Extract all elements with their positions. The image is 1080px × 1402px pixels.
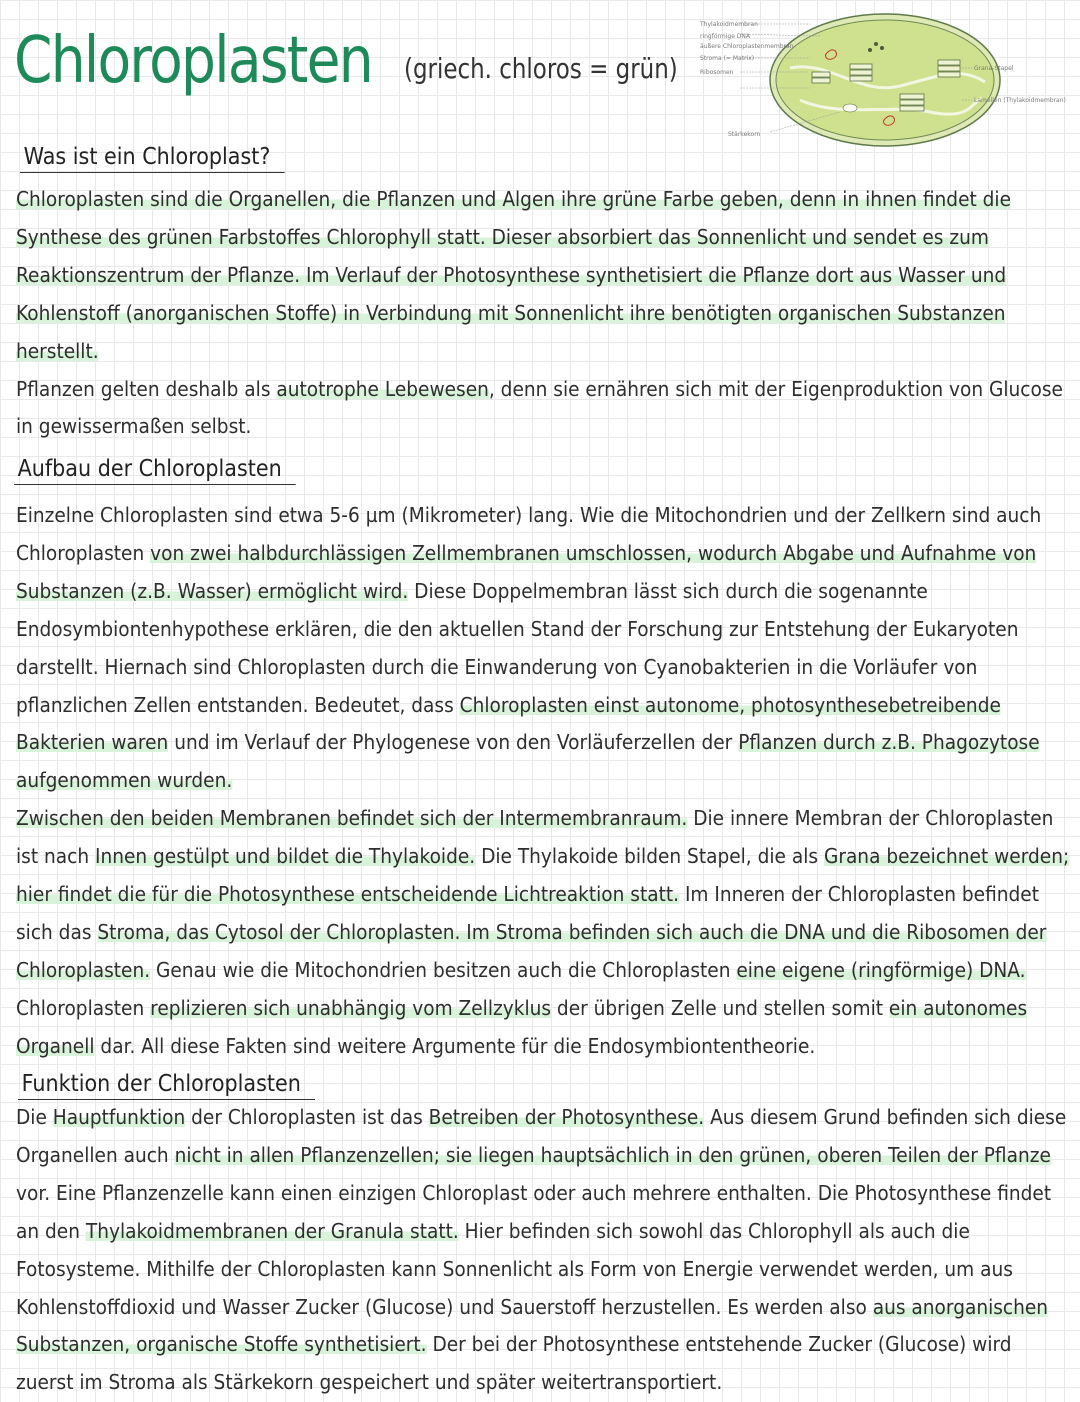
paragraph <box>16 1099 1075 1402</box>
text-span: Genau wie die Mitochondrien besitzen auch die Chloroplasten <box>150 957 737 982</box>
heading-funktion-der-chloroplasten: Funktion der Chloroplasten <box>18 1071 315 1100</box>
page-subtitle: (griech. chloros = grün) <box>404 52 678 85</box>
inner-membrane <box>776 20 994 140</box>
text-span: Chloroplasten <box>16 995 151 1020</box>
text-span: Die Thylakoide bilden Stapel, die als <box>475 844 824 869</box>
starch-grain <box>843 104 857 112</box>
text-span: vor. Eine Pflanzenzelle kann einen einzigen Chloroplast oder auch mehrere enthalten. Die Photosynthese findet an den <box>16 1180 1052 1243</box>
text-span: , denn sie ernähren sich mit der Eigenproduktion von Glucose in gewissermaßen selbst. <box>16 376 1063 439</box>
highlighted-text: Chloroplasten einst autonome, photosynthesebetreibende Bakterien waren <box>16 692 1001 755</box>
ribosome <box>880 46 884 50</box>
label-ribosomes: Ribosomen <box>700 69 734 76</box>
highlighted-text: Zwischen den beiden Membranen befindet sich der Intermembranraum. <box>16 806 688 831</box>
section-intro-text <box>16 181 1075 446</box>
highlighted-text: Stroma, das Cytosol der Chloroplasten. Im Stroma befinden sich auch die DNA und die Ribosomen der Chloroplasten. <box>16 919 1047 982</box>
granum-stack <box>938 60 960 77</box>
paragraph <box>16 497 1075 800</box>
highlighted-text: nicht in allen Pflanzenzellen; sie liegen hauptsächlich in den grünen, oberen Teilen der Pflanze <box>174 1142 1051 1167</box>
highlighted-text: Pflanzen durch z.B. Phagozytose aufgenommen wurden. <box>16 730 1040 793</box>
highlighted-text: Hauptfunktion <box>52 1105 186 1129</box>
label-membranes: äußere Chloroplastenmembran <box>700 43 794 50</box>
section-function-text <box>16 1099 1075 1402</box>
text-span: Die <box>16 1105 53 1129</box>
highlighted-text: replizieren sich unabhängig vom Zellzyklus <box>150 995 552 1020</box>
ribosome <box>868 48 872 52</box>
highlighted-text: von zwei halbdurchlässigen Zellmembranen umschlossen, wodurch Abgabe und Aufnahme von Substanzen (z.B. Wasser) ermöglicht wird. <box>16 540 1037 603</box>
label-lamella: Lamellen (Thylakoidmembran) <box>974 97 1066 104</box>
highlighted-text: ein autonomes Organell <box>16 995 1028 1058</box>
label-stroma: Stroma (= Matrix) <box>700 55 755 62</box>
text-span: Diese Doppelmembran lässt sich durch die sogenannte Endosymbiontenhypothese erklären, die den aktuellen Stand der Forschung zur Entstehung der Eukaryoten darstellt. Hiernach sind Chloroplasten durch die Einwanderung von Cyanobakterien in die Vorläufer von pflanzlichen Zellen entstanden. Bedeutet, dass <box>16 578 1019 717</box>
paragraph <box>16 371 1075 447</box>
paragraph <box>16 800 1075 1065</box>
text-span: Hier befinden sich sowohl das Chlorophyll als auch die Fotosysteme. Mithilfe der Chloroplasten kann Sonnenlicht als Form von Energie verwendet werden, um aus Kohlenstoffdioxid und Wasser Zucker (Glucose) und Sauerstoff herzustellen. Es werden also <box>16 1218 1013 1319</box>
heading-aufbau-der-chloroplasten: Aufbau der Chloroplasten <box>14 456 296 485</box>
highlighted-text: Betreiben der Photosynthese. <box>428 1105 705 1129</box>
highlighted-text: eine eigene (ringförmige) DNA. <box>736 957 1026 982</box>
label-starch: Stärkekorn <box>728 131 761 138</box>
text-span: der Chloroplasten ist das <box>185 1105 429 1129</box>
text-span: Pflanzen gelten deshalb als <box>16 376 277 401</box>
page-title: Chloroplasten <box>14 24 372 98</box>
highlighted-text: Grana bezeichnet werden; hier findet die für die Photosynthese entscheidende Lichtreaktion statt. <box>16 844 1070 907</box>
section-structure-text <box>16 497 1075 1066</box>
text-span: dar. All diese Fakten sind weitere Argumente für die Endosymbiontentheorie. <box>94 1033 816 1058</box>
chloroplast-diagram <box>700 8 1070 158</box>
ribosome <box>874 42 878 46</box>
highlighted-text: Innen gestülpt und bildet die Thylakoide. <box>94 844 476 869</box>
label-granum-stack: Grana-Stapel <box>974 65 1014 72</box>
label-thylakoid-membrane: Thylakoidmembran <box>700 21 758 28</box>
highlighted-text: Thylakoidmembranen der Granula statt. <box>85 1218 459 1243</box>
heading-was-ist-ein-chloroplast: Was ist ein Chloroplast? <box>20 144 285 173</box>
granum-stack <box>900 94 924 111</box>
text-span: Einzelne Chloroplasten sind etwa 5-6 µm (Mikrometer) lang. Wie die Mitochondrien und der Zellkern sind auch Chloroplasten <box>16 503 1042 565</box>
highlighted-text: autotrophe Lebewesen <box>276 376 489 401</box>
highlighted-text: Chloroplasten sind die Organellen, die Pflanzen und Algen ihre grüne Farbe geben, denn in ihnen findet die Synthese des grünen Farbstoffes Chlorophyll statt. Dieser absorbiert das Sonnenlicht und sendet es zum Reaktionszentrum der Pflanze. Im Verlauf der Photosynthese synthetisiert die Pflanze dort aus Wasser und Kohlenstoff (anorganischen Stoffe) in Verbindung mit Sonnenlicht ihre benötigten organischen Substanzen herstellt. <box>16 187 1012 363</box>
label-ring-dna: ringförmige DNA <box>700 33 751 40</box>
granum-stack <box>850 64 872 81</box>
text-span: und im Verlauf der Phylogenese von den Vorläuferzellen der <box>168 730 739 755</box>
highlighted-text: aus anorganischen Substanzen, organische Stoffe synthetisiert. <box>16 1294 1049 1357</box>
text-span: Die innere Membran der Chloroplasten ist nach <box>16 806 1054 869</box>
paragraph <box>16 181 1075 371</box>
text-span: der übrigen Zelle und stellen somit <box>551 995 889 1020</box>
text-span: Der bei der Photosynthese entstehende Zucker (Glucose) wird zuerst im Stroma als Stärkekorn gespeichert und später weitertransportiert. <box>16 1332 1012 1395</box>
text-span: Aus diesem Grund befinden sich diese Organellen auch <box>16 1105 1067 1167</box>
text-span: Im Inneren der Chloroplasten befindet sich das <box>16 882 1040 944</box>
